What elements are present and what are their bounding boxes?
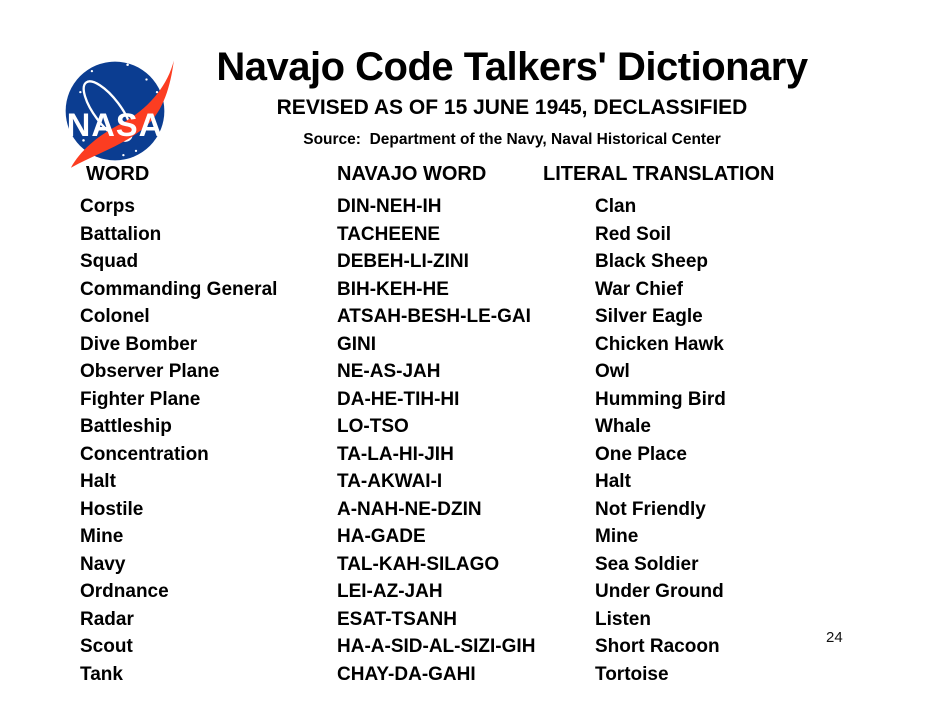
table-row (80, 578, 890, 606)
navajo-word-cell: NE-AS-JAH (337, 361, 441, 382)
navajo-word-cell: CHAY-DA-GAHI (337, 663, 476, 685)
dictionary-table (80, 163, 890, 688)
translation-cell: Tortoise (595, 663, 669, 685)
table-row (80, 606, 890, 634)
navajo-word-cell: A-NAH-NE-DZIN (337, 498, 482, 520)
word-cell: Concentration (80, 443, 209, 465)
translation-cell: Listen (595, 608, 651, 630)
translation-cell: Mine (595, 526, 639, 547)
translation-cell: Under Ground (595, 581, 724, 602)
translation-cell: Chicken Hawk (595, 333, 724, 355)
word-cell: Mine (80, 526, 124, 547)
nasa-wordmark: NASA (66, 107, 164, 144)
word-cell: Ordnance (80, 581, 169, 602)
translation-cell: War Chief (595, 278, 683, 300)
table-body (80, 193, 890, 688)
navajo-word-cell: DA-HE-TIH-HI (337, 388, 460, 410)
word-cell: Radar (80, 608, 134, 630)
table-row (80, 276, 890, 304)
table-row (80, 441, 890, 469)
table-row (80, 193, 890, 221)
translation-cell: Short Racoon (595, 636, 720, 657)
translation-cell: Black Sheep (595, 251, 708, 272)
table-header-row (80, 163, 890, 192)
translation-cell: Owl (595, 361, 630, 382)
word-cell: Fighter Plane (80, 388, 201, 410)
table-row (80, 496, 890, 524)
word-cell: Corps (80, 196, 135, 217)
navajo-word-cell: DEBEH-LI-ZINI (337, 251, 469, 272)
table-row (80, 551, 890, 579)
table-row (80, 468, 890, 496)
translation-cell: Humming Bird (595, 388, 726, 410)
navajo-word-cell: TAL-KAH-SILAGO (337, 553, 500, 575)
navajo-word-cell: HA-A-SID-AL-SIZI-GIH (337, 636, 536, 657)
navajo-word-cell: TA-AKWAI-I (337, 471, 443, 492)
table-row (80, 358, 890, 386)
translation-cell: Silver Eagle (595, 306, 703, 327)
navajo-word-cell: LO-TSO (337, 416, 409, 437)
translation-cell: One Place (595, 443, 687, 465)
navajo-word-cell: GINI (337, 333, 377, 355)
table-row (80, 633, 890, 661)
navajo-word-cell: BIH-KEH-HE (337, 278, 449, 300)
translation-cell: Halt (595, 471, 631, 492)
column-header-literal-translation: LITERAL TRANSLATION (543, 163, 775, 185)
page-number: 24 (826, 629, 843, 646)
table-row (80, 331, 890, 359)
navajo-word-cell: ESAT-TSANH (337, 608, 457, 630)
word-cell: Observer Plane (80, 361, 220, 382)
word-cell: Dive Bomber (80, 333, 198, 355)
page-title: Navajo Code Talkers' Dictionary (216, 45, 808, 89)
word-cell: Squad (80, 251, 139, 272)
navajo-word-cell: TACHEENE (337, 223, 441, 245)
word-cell: Battalion (80, 223, 162, 245)
word-cell: Tank (80, 663, 123, 685)
table-row (80, 303, 890, 331)
table-row (80, 413, 890, 441)
word-cell: Navy (80, 553, 126, 575)
table-row (80, 523, 890, 551)
translation-cell: Sea Soldier (595, 553, 699, 575)
word-cell: Halt (80, 471, 116, 492)
translation-cell: Clan (595, 196, 637, 217)
word-cell: Commanding General (80, 278, 278, 300)
translation-cell: Red Soil (595, 223, 672, 245)
translation-cell: Whale (595, 416, 651, 437)
translation-cell: Not Friendly (595, 498, 706, 520)
word-cell: Hostile (80, 498, 144, 520)
page-subtitle: REVISED AS OF 15 JUNE 1945, DECLASSIFIED (276, 96, 748, 120)
navajo-word-cell: DIN-NEH-IH (337, 196, 442, 217)
word-cell: Battleship (80, 416, 172, 437)
navajo-word-cell: HA-GADE (337, 526, 426, 547)
word-cell: Scout (80, 636, 133, 657)
source-line: Source: Department of the Navy, Naval Historical Center (303, 131, 721, 149)
navajo-word-cell: ATSAH-BESH-LE-GAI (337, 306, 531, 327)
navajo-word-cell: TA-LA-HI-JIH (337, 443, 454, 465)
table-row (80, 386, 890, 414)
table-row (80, 661, 890, 689)
navajo-word-cell: LEI-AZ-JAH (337, 581, 443, 602)
column-header-word: WORD (86, 163, 150, 185)
table-row (80, 221, 890, 249)
word-cell: Colonel (80, 306, 150, 327)
table-row (80, 248, 890, 276)
slide-header (92, 46, 932, 149)
column-header-navajo-word: NAVAJO WORD (337, 163, 487, 185)
